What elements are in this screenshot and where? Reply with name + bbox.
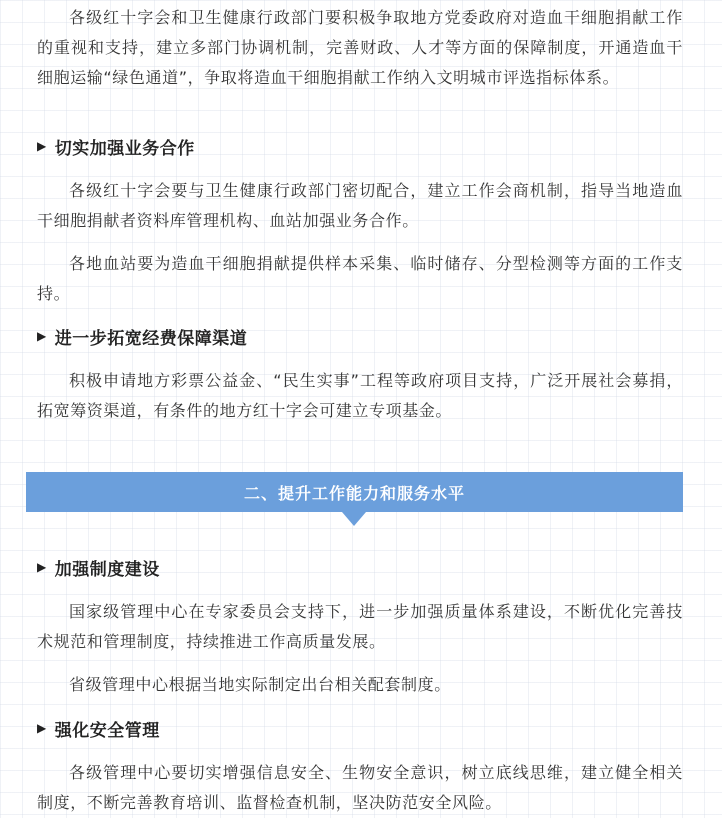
paragraph-safety: 各级管理中心要切实增强信息安全、生物安全意识，树立底线思维，建立健全相关制度，不断完善教育培训、监督检查机制，坚决防范安全风险。 <box>37 763 683 812</box>
section-title: 二、提升工作能力和服务水平 <box>243 483 465 503</box>
triangle-right-icon: ▶ <box>37 329 47 343</box>
triangle-right-icon: ▶ <box>37 139 47 153</box>
paragraph-provincial-center: 省级管理中心根据当地实际制定出台相关配套制度。 <box>69 675 451 694</box>
down-arrow-icon <box>342 512 366 526</box>
section-banner <box>26 472 683 512</box>
paragraph-cooperation: 各级红十字会要与卫生健康行政部门密切配合，建立工作会商机制，指导当地造血干细胞捐献者资料库管理机构、血站加强业务合作。 <box>37 181 683 230</box>
triangle-right-icon: ▶ <box>37 560 47 574</box>
heading-safety-management: ▶ 强化安全管理 <box>37 720 160 741</box>
heading-system-building: ▶ 加强制度建设 <box>37 559 160 580</box>
paragraph-support: 各级红十字会和卫生健康行政部门要积极争取地方党委政府对造血干细胞捐献工作的重视和支持，建立多部门协调机制，完善财政、人才等方面的保障制度，开通造血干细胞运输“绿色通道”，争取将造血干细胞捐献工作纳入文明城市评选指标体系。 <box>37 8 683 87</box>
heading-funding-channels: ▶ 进一步拓宽经费保障渠道 <box>37 328 248 349</box>
paragraph-national-center: 国家级管理中心在专家委员会支持下，进一步加强质量体系建设，不断优化完善技术规范和管理制度，持续推进工作高质量发展。 <box>37 602 683 651</box>
paragraph-funding: 积极申请地方彩票公益金、“民生实事”工程等政府项目支持，广泛开展社会募捐，拓宽筹资渠道，有条件的地方红十字会可建立专项基金。 <box>37 371 683 420</box>
paragraph-blood-station: 各地血站要为造血干细胞捐献提供样本采集、临时储存、分型检测等方面的工作支持。 <box>37 254 683 303</box>
triangle-right-icon: ▶ <box>37 721 47 735</box>
heading-business-cooperation: ▶ 切实加强业务合作 <box>37 138 195 159</box>
